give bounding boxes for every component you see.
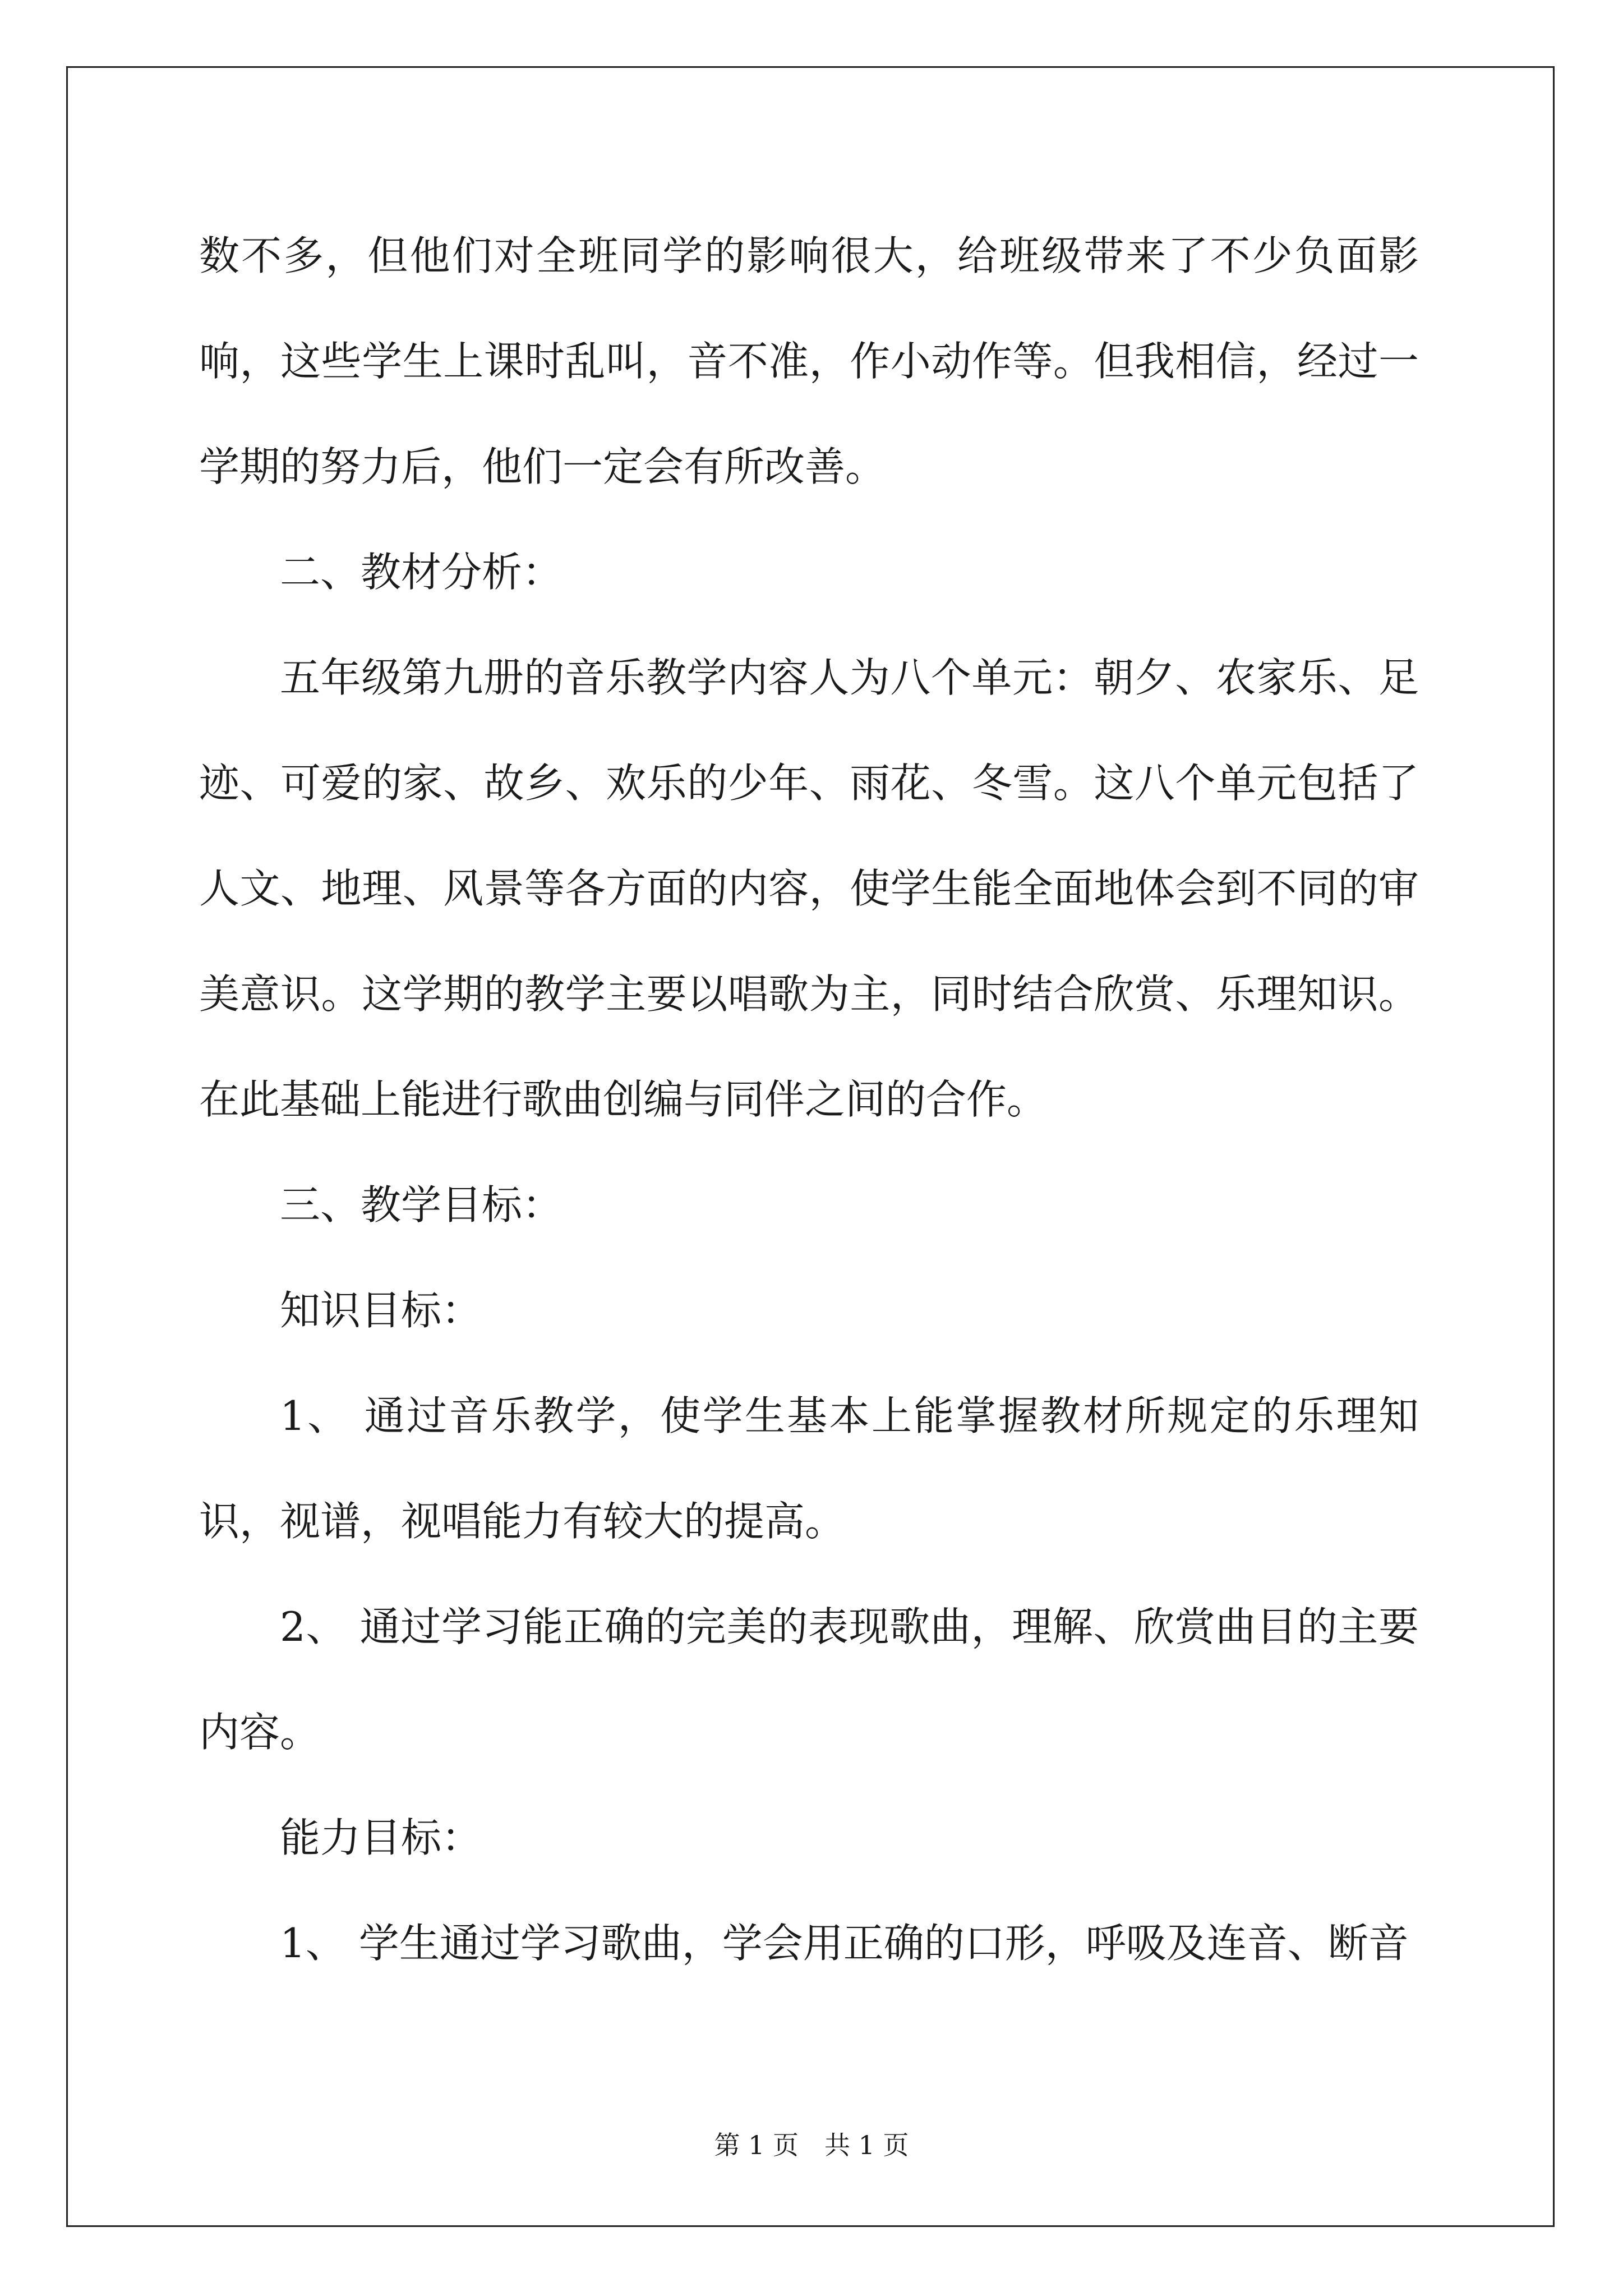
paragraph-1: 数不多，但他们对全班同学的影响很大，给班级带来了不少负面影响，这些学生上课时乱叫，音不准，作小动作等。但我相信，经过一学期的努力后，他们一定会有所改善。 (199, 232, 1419, 490)
knowledge-goal-1: 1、 通过音乐教学，使学生基本上能掌握教材所规定的乐理知识，视谱，视唱能力有较大的提高。 (199, 1392, 1419, 1545)
page-footer: 第 1 页 共 1 页 (714, 2130, 909, 2160)
section-heading-teaching-goals: 三、教学目标： (280, 1181, 563, 1228)
document-body (199, 203, 1419, 1996)
knowledge-goal-2: 2、 通过学习能正确的完美的表现歌曲，理解、欣赏曲目的主要内容。 (199, 1603, 1419, 1756)
ability-goal-1: 1、 学生通过学习歌曲，学会用正确的口形，呼吸及连音、断音 (280, 1920, 1409, 1967)
paragraph-textbook-analysis: 五年级第九册的音乐教学内容人为八个单元：朝夕、农家乐、足迹、可爱的家、故乡、欢乐的少年、雨花、冬雪。这八个单元包括了人文、地理、风景等各方面的内容，使学生能全面地体会到不同的审美意识。这学期的教学主要以唱歌为主，同时结合欣赏、乐理知识。在此基础上能进行歌曲创编与同伴之间的合作。 (199, 654, 1419, 1123)
subheading-ability-goals: 能力目标： (280, 1814, 482, 1861)
subheading-knowledge-goals: 知识目标： (280, 1287, 482, 1334)
section-heading-textbook-analysis: 二、教材分析： (280, 549, 563, 596)
